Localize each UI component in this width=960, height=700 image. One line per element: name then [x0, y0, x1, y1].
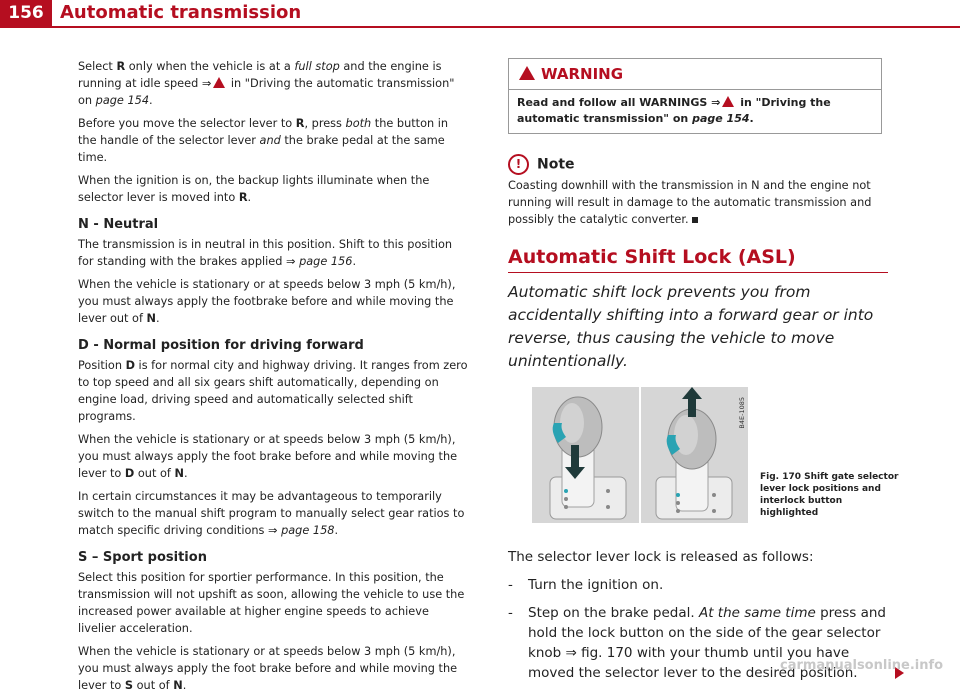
- page-number: 156: [0, 0, 52, 26]
- figure-code: B4E-1085: [738, 397, 746, 429]
- figure: [508, 387, 899, 523]
- warning-triangle-icon: [519, 66, 535, 80]
- warning-text: Read and follow all WARNINGS ⇒ in "Driving the automatic transmission" on page 154.: [517, 96, 831, 125]
- shift-gate-illustration: [532, 387, 748, 523]
- warning-triangle-icon: [213, 77, 225, 88]
- page-link[interactable]: page 158: [281, 524, 335, 537]
- steps-lead: The selector lever lock is released as follows:: [508, 549, 814, 565]
- header-rule: [0, 26, 960, 28]
- section-title: Automatic Shift Lock (ASL): [508, 244, 888, 273]
- list-item: - Turn the ignition on.: [508, 577, 664, 593]
- warning-box: [508, 58, 882, 134]
- watermark: carmanualsonline.info: [780, 658, 944, 673]
- paragraph-drive-1: Position D is for normal city and highway driving. It ranges from zero to top speed and all six gears shift automatically, depending on engine load, driving speed and automatically selected shift programs.: [78, 359, 468, 423]
- drive-heading: D - Normal position for driving forward: [78, 338, 364, 353]
- list-item: - Step on the brake pedal. At the same time press and hold the lock button on the side of the gear selector knob ⇒ fig. 170 with your thumb until you have moved the selector lever to the desired position.: [508, 603, 888, 683]
- page-link[interactable]: page 154: [95, 94, 150, 107]
- warning-header: WARNING: [509, 59, 881, 90]
- shift-lever-drawing: [532, 387, 748, 523]
- paragraph-sport-2: When the vehicle is stationary or at speeds below 3 mph (5 km/h), you must always apply the foot brake before and while moving the lever to S out of N.: [78, 645, 458, 692]
- right-column: [508, 58, 899, 683]
- note-heading: ! Note: [508, 154, 888, 175]
- list-dash: -: [508, 605, 513, 621]
- paragraph-reverse-1: Select R only when the vehicle is at a full stop and the engine is running at idle speed ⇒ in "Driving the automatic transmission" on page 154.: [78, 60, 455, 107]
- note-text: Coasting downhill with the transmission in N and the engine not running will result in damage to the automatic transmission and possibly the catalytic converter.: [508, 179, 872, 226]
- end-square-icon: [692, 217, 698, 223]
- neutral-heading: N - Neutral: [78, 217, 159, 232]
- list-dash: -: [508, 577, 513, 593]
- paragraph-sport-1: Select this position for sportier performance. In this position, the transmission will not upshift as soon, allowing the vehicle to use the increased power available at higher engine speeds to achieve livelier acceleration.: [78, 571, 465, 635]
- paragraph-drive-2: When the vehicle is stationary or at speeds below 3 mph (5 km/h), you must always apply the foot brake before and while moving the lever to D out of N.: [78, 433, 458, 480]
- paragraph-drive-3: In certain circumstances it may be advantageous to temporarily switch to the manual shift program to manually select gear ratios to match specific driving conditions ⇒ page 158.: [78, 490, 465, 537]
- paragraph-reverse-2: Before you move the selector lever to R, press both the button in the handle of the selector lever and the brake pedal at the same time.: [78, 117, 449, 164]
- section-intro: Automatic shift lock prevents you from accidentally shifting into a forward gear or into reverse, thus causing the vehicle to move unintentionally.: [508, 283, 874, 370]
- note-circle-icon: !: [508, 154, 529, 175]
- sport-heading: S – Sport position: [78, 550, 207, 565]
- figure-caption: Fig. 170 Shift gate selector lever lock positions and interlock button highlighted: [760, 472, 899, 518]
- paragraph-reverse-3: When the ignition is on, the backup lights illuminate when the selector lever is moved into R.: [78, 174, 430, 204]
- paragraph-neutral-2: When the vehicle is stationary or at speeds below 3 mph (5 km/h), you must always apply the footbrake before and while moving the lever out of N.: [78, 278, 456, 325]
- page-link[interactable]: page 154: [692, 112, 750, 125]
- warning-triangle-icon: [722, 96, 734, 107]
- page-header-title: Automatic transmission: [60, 2, 302, 23]
- left-column: [78, 58, 468, 700]
- paragraph-neutral-1: The transmission is in neutral in this position. Shift to this position for standing with the brakes applied ⇒ page 156.: [78, 238, 453, 268]
- page-link[interactable]: page 156: [299, 255, 353, 268]
